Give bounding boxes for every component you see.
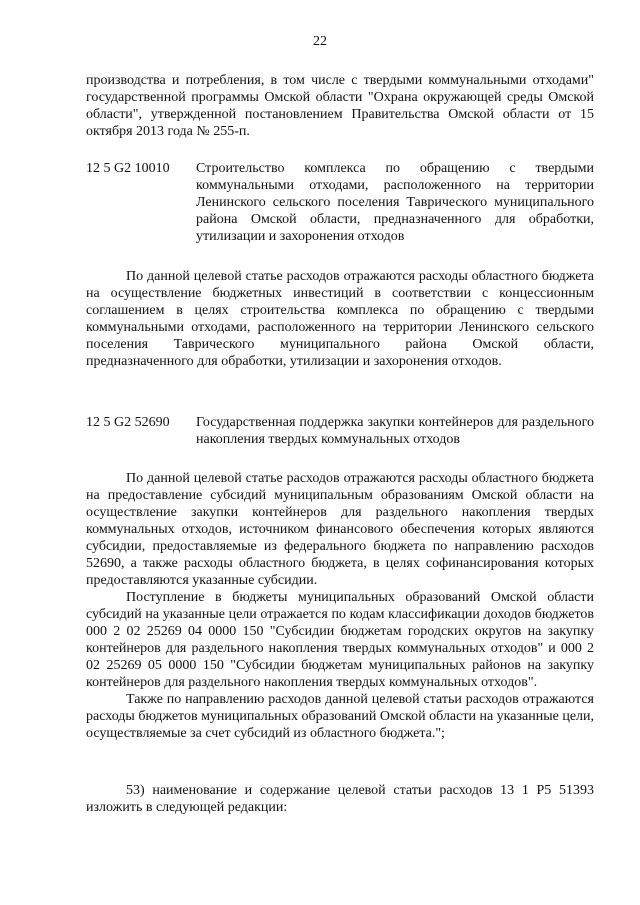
- article-title: Строительство комплекса по обращению с твердыми коммунальными отходами, расположенного на территории Ленинского сельского поселения Таврического муниципального района Омской области, предназначенного для обработки, утилизации и захоронения отходов: [196, 161, 594, 244]
- intro-paragraph: производства и потребления, в том числе с твердыми коммунальными отходами" государственной программы Омской области "Охрана окружающей среды Омской области", утвержденной постановлением Правительства Омской области от 15 октября 2013 года № 255-п.: [86, 73, 594, 139]
- paragraph: Поступление в бюджеты муниципальных образований Омской области субсидий на указанные цели отражается по кодам классификации доходов бюджетов 000 2 02 25269 04 0000 150 "Субсидии бюджетам городских округов на закупку контейнеров для раздельного накопления твердых коммунальных отходов" и 000 2 02 25269 05 0000 150 "Субсидии бюджетам муниципальных районов на закупку контейнеров для раздельного накопления твердых коммунальных отходов".: [86, 590, 594, 690]
- article-title: Государственная поддержка закупки контейнеров для раздельного накопления твердых коммунальных отходов: [196, 415, 594, 447]
- article-description: По данной целевой статье расходов отражаются расходы областного бюджета на осуществление бюджетных инвестиций в соответствии с концессионным соглашением в целях строительства комплекса по обращению с твердыми коммунальными отходами, расположенного на территории Ленинского сельского поселения Таврического муниципального района Омской области, предназначенного для обработки, утилизации и захоронения отходов.: [86, 269, 594, 369]
- paragraph: По данной целевой статье расходов отражаются расходы областного бюджета на предоставление субсидий муниципальным образованиям Омской области на осуществление закупки контейнеров для раздельного накопления твердых коммунальных отходов, источником финансового обеспечения которых являются субсидии, предоставляемые из федерального бюджета по направлению расходов 52690, а также расходы областного бюджета, в целях софинансирования которых предоставляются указанные субсидии.: [86, 471, 594, 588]
- page-number: 22: [313, 34, 327, 49]
- article-heading: [86, 414, 594, 454]
- closing-paragraph: 53) наименование и содержание целевой статьи расходов 13 1 P5 51393 изложить в следующей редакции:: [86, 783, 594, 815]
- article-description: [86, 470, 594, 742]
- article-heading: [86, 160, 594, 250]
- article-code: 12 5 G2 52690: [86, 415, 170, 430]
- paragraph: Также по направлению расходов данной целевой статьи расходов отражаются расходы бюджетов муниципальных образований Омской области на указанные цели, осуществляемые за счет субсидий из областного бюджета.";: [86, 692, 595, 741]
- article-code: 12 5 G2 10010: [86, 161, 170, 176]
